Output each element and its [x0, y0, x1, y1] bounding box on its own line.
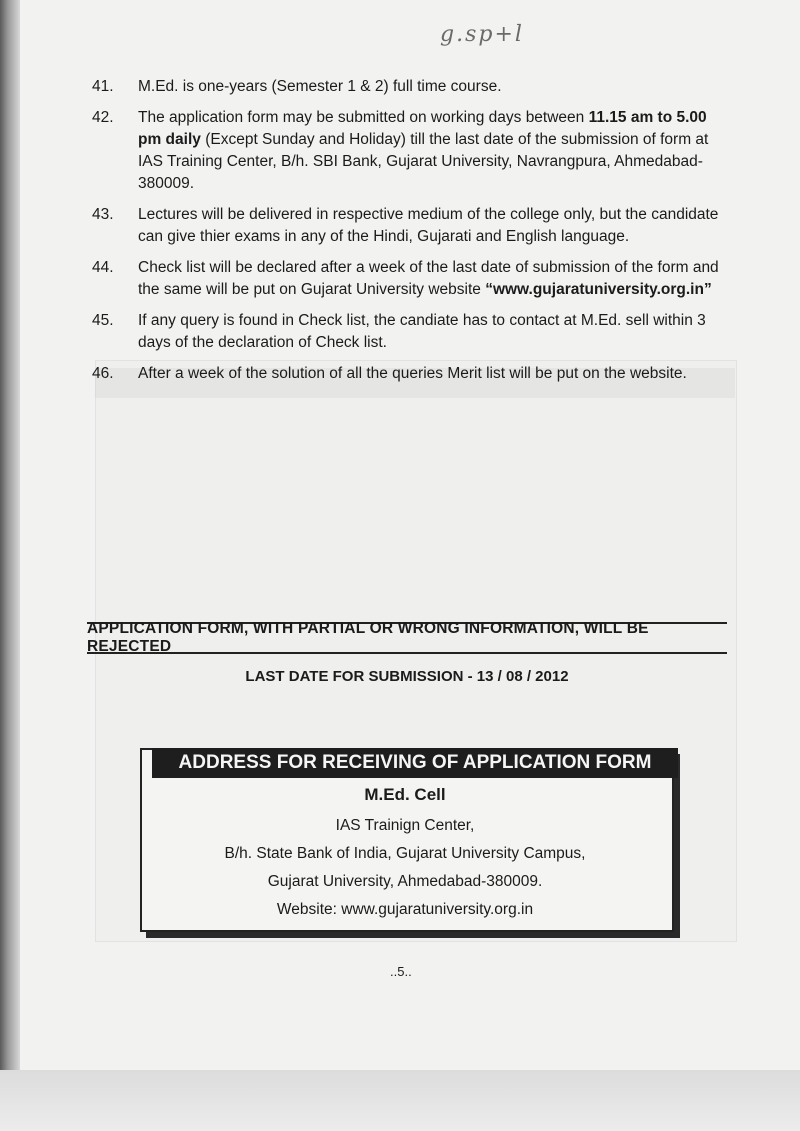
address-website: Website: www.gujaratuniversity.org.in	[276, 901, 534, 918]
list-item	[92, 363, 734, 385]
med-cell-title: M.Ed. Cell	[364, 785, 446, 804]
list-item	[92, 76, 734, 98]
list-item	[92, 204, 734, 248]
item-text	[138, 107, 734, 195]
item-text-bold: 11.15 am to 5.00 pm daily	[138, 109, 707, 148]
item-number: 45.	[92, 312, 114, 329]
item-text	[138, 76, 734, 98]
handwritten-note: g.sp+l	[440, 22, 524, 47]
page-number: ..5..	[390, 964, 412, 979]
item-number: 42.	[92, 109, 114, 126]
address-line-1: IAS Trainign Center,	[335, 817, 475, 834]
list-item	[92, 257, 734, 301]
list-item	[92, 107, 734, 195]
last-date-line: LAST DATE FOR SUBMISSION - 13 / 08 / 2012	[245, 668, 569, 685]
address-line-2: B/h. State Bank of India, Gujarat University Campus,	[224, 845, 586, 862]
item-text-segment: Check list will be declared after a week of the last date of submission of the form and the same will be put on Gujarat University website	[138, 259, 719, 298]
item-text-segment: After a week of the solution of all the queries Merit list will be put on the website.	[138, 365, 687, 382]
scan-left-edge	[0, 0, 20, 1131]
item-text	[138, 257, 734, 301]
item-number: 41.	[92, 78, 114, 95]
item-text-segment: The application form may be submitted on working days between	[138, 109, 589, 126]
rejection-notice: APPLICATION FORM, WITH PARTIAL OR WRONG INFORMATION, WILL BE REJECTED	[87, 622, 727, 654]
address-line-3: Gujarat University, Ahmedabad-380009.	[267, 873, 543, 890]
item-text	[138, 363, 734, 385]
item-text-bold: “www.gujaratuniversity.org.in”	[485, 281, 712, 298]
item-number: 46.	[92, 365, 114, 382]
item-text	[138, 204, 734, 248]
item-number: 43.	[92, 206, 114, 223]
item-text-segment: Lectures will be delivered in respective medium of the college only, but the candidate can give thier exams in any of the Hindi, Gujarati and English language.	[138, 206, 719, 245]
list-item	[92, 310, 734, 354]
item-text-segment: If any query is found in Check list, the candiate has to contact at M.Ed. sell within 3 days of the declaration of Check list.	[138, 312, 706, 351]
item-text-segment: (Except Sunday and Holiday) till the last date of the submission of form at IAS Training Center, B/h. SBI Bank, Gujarat University, Navrangpura, Ahmedabad-380009.	[138, 131, 709, 192]
address-heading: ADDRESS FOR RECEIVING OF APPLICATION FORM	[152, 748, 678, 778]
item-text-segment: M.Ed. is one-years (Semester 1 & 2) full time course.	[138, 78, 502, 95]
instruction-list	[92, 76, 734, 394]
scan-bottom-strip	[0, 1070, 800, 1131]
address-block	[140, 785, 670, 927]
item-text	[138, 310, 734, 354]
item-number: 44.	[92, 259, 114, 276]
